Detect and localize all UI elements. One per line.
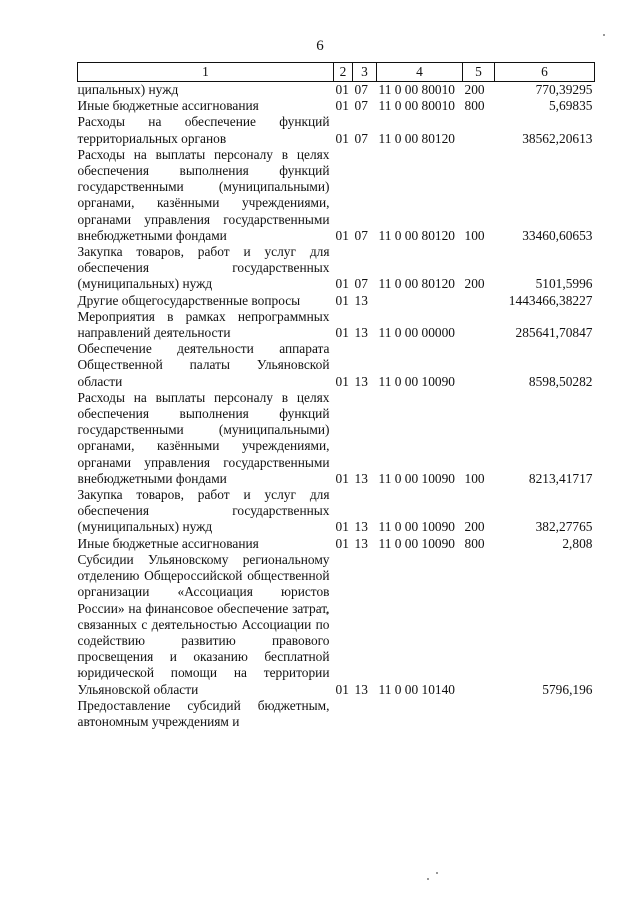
subsection-code: 07 — [354, 276, 368, 292]
column-header: 4 — [377, 63, 463, 82]
table-row — [78, 293, 595, 309]
subsection-code: 13 — [354, 373, 368, 389]
table-row — [78, 309, 595, 341]
column-header: 3 — [353, 63, 377, 82]
expense-type-code: 200 — [464, 82, 485, 97]
target-article-code: 11 0 00 80010 — [378, 82, 455, 97]
section-code: 01 — [335, 227, 349, 243]
amount: 5,69835 — [548, 98, 593, 114]
subsection-code: 13 — [354, 519, 368, 535]
section-code: 01 — [335, 276, 349, 292]
table-row — [78, 98, 595, 114]
section-code: 01 — [335, 681, 349, 697]
section-code: 01 — [335, 130, 349, 146]
column-number-header-row — [78, 63, 595, 82]
expense-name: Закупка товаров, работ и услуг для обеспечения государственных (муниципальных) нужд — [77, 244, 330, 292]
expense-type-code — [463, 698, 495, 730]
target-article-code: 11 0 00 10090 — [378, 373, 455, 389]
subsection-code: 13 — [354, 292, 368, 308]
expense-name: Закупка товаров, работ и услуг для обеспечения государственных (муниципальных) нужд — [77, 487, 330, 535]
subsection-code: 07 — [354, 98, 368, 114]
target-article-code: 11 0 00 10090 — [378, 535, 455, 551]
section-code — [334, 698, 353, 730]
section-code: 01 — [335, 325, 349, 341]
amount: 5101,5996 — [535, 276, 593, 292]
subsection-code: 13 — [354, 470, 368, 486]
expense-name: Мероприятия в рамках непрограммных направлений деятельности — [77, 308, 330, 341]
expense-type-code — [463, 293, 495, 309]
section-code: 01 — [335, 292, 349, 308]
amount: 33460,60653 — [522, 227, 593, 243]
column-header: 6 — [495, 63, 595, 82]
table-row — [78, 147, 595, 244]
amount: 382,27765 — [535, 519, 593, 535]
expense-name: ципальных) нужд — [77, 82, 179, 97]
section-code: 01 — [335, 82, 349, 97]
table-row — [78, 114, 595, 146]
table-row — [78, 487, 595, 536]
amount — [495, 698, 595, 730]
expense-type-code: 100 — [464, 470, 485, 486]
expense-name: Другие общегосударственные вопросы — [77, 292, 301, 308]
subsection-code: 07 — [354, 82, 368, 97]
table-row — [78, 390, 595, 487]
column-header: 5 — [463, 63, 495, 82]
amount: 5796,196 — [542, 681, 593, 697]
section-code: 01 — [335, 470, 349, 486]
subsection-code: 13 — [354, 325, 368, 341]
target-article-code: 11 0 00 10090 — [378, 470, 455, 486]
amount: 2,808 — [562, 535, 593, 551]
expense-name: Расходы на обеспечение функций территориальных органов — [77, 114, 330, 146]
expense-name: Субсидии Ульяновскому региональному отделению Общероссийской общественной организации «Ассоциация юристов России» на финансовое обеспечение затрат, связанных с деятельностью Ассоциации по содействию развитию правового просвещения и оказанию бесплатной юридической помощи на территории Ульяновской области — [77, 551, 330, 697]
scan-speck — [436, 872, 438, 874]
table-row — [78, 552, 595, 698]
amount: 8598,50282 — [528, 373, 593, 389]
amount: 1443466,38227 — [508, 292, 593, 308]
expense-type-code: 200 — [464, 276, 485, 292]
table-row — [78, 82, 595, 99]
table-row — [78, 341, 595, 390]
target-article-code — [377, 293, 463, 309]
amount: 285641,70847 — [515, 325, 593, 341]
section-code: 01 — [335, 519, 349, 535]
expense-type-code — [463, 114, 495, 146]
expense-name: Расходы на выплаты персоналу в целях обеспечения выполнения функций государственными (муниципальными) органами, казёнными учреждениями, органами управления государственными внебюджетными фондами — [77, 389, 330, 486]
subsection-code — [353, 698, 377, 730]
page-number: 6 — [316, 38, 324, 54]
expense-type-code: 800 — [464, 535, 485, 551]
section-code: 01 — [335, 535, 349, 551]
expense-type-code: 100 — [464, 227, 485, 243]
budget-table — [77, 62, 595, 730]
target-article-code: 11 0 00 80120 — [378, 227, 455, 243]
section-code: 01 — [335, 373, 349, 389]
subsection-code: 13 — [354, 535, 368, 551]
amount: 8213,41717 — [528, 470, 593, 486]
expense-name: Иные бюджетные ассигнования — [77, 98, 259, 114]
subsection-code: 07 — [354, 227, 368, 243]
subsection-code: 07 — [354, 130, 368, 146]
table-row — [78, 244, 595, 293]
target-article-code: 11 0 00 80120 — [378, 276, 455, 292]
table-row — [78, 536, 595, 552]
scan-speck — [427, 878, 429, 880]
target-article-code: 11 0 00 80120 — [378, 130, 455, 146]
target-article-code: 11 0 00 10140 — [378, 681, 455, 697]
expense-name: Расходы на выплаты персоналу в целях обеспечения выполнения функций государственными (муниципальными) органами, казёнными учреждениями, органами управления государственными внебюджетными фондами — [77, 146, 330, 243]
amount: 38562,20613 — [522, 130, 593, 146]
expense-type-code — [463, 552, 495, 698]
expense-type-code — [463, 309, 495, 341]
column-header: 1 — [78, 63, 334, 82]
expense-name: Предоставление субсидий бюджетным, автономным учреждениям и — [77, 697, 330, 729]
expense-name: Иные бюджетные ассигнования — [77, 535, 259, 551]
target-article-code: 11 0 00 00000 — [378, 325, 455, 341]
expense-name: Обеспечение деятельности аппарата Общественной палаты Ульяновской области — [77, 341, 330, 389]
target-article-code: 11 0 00 10090 — [378, 519, 455, 535]
column-header: 2 — [334, 63, 353, 82]
scan-speck — [603, 34, 605, 36]
target-article-code — [377, 698, 463, 730]
target-article-code: 11 0 00 80010 — [378, 98, 455, 114]
table-row — [78, 698, 595, 730]
expense-type-code — [463, 341, 495, 390]
section-code: 01 — [335, 98, 349, 114]
expense-type-code: 800 — [464, 98, 485, 114]
amount: 770,39295 — [535, 82, 593, 97]
subsection-code: 13 — [354, 681, 368, 697]
expense-type-code: 200 — [464, 519, 485, 535]
